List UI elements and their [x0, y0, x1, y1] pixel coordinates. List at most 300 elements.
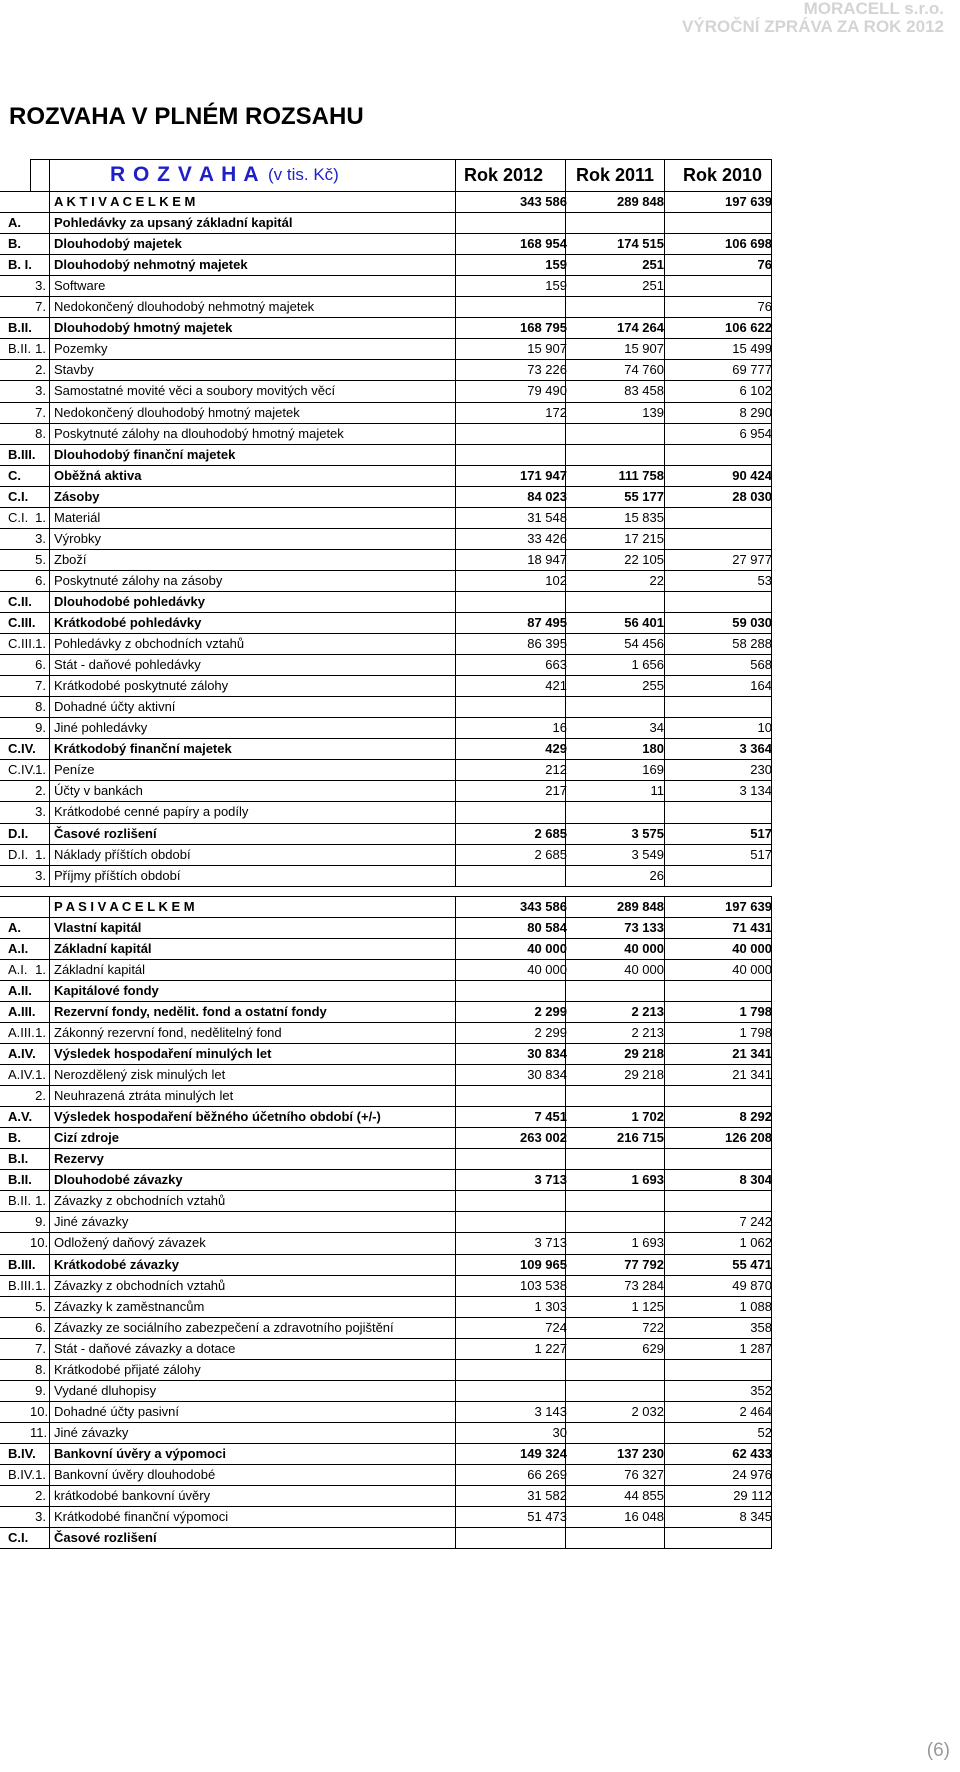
- value-2011: 137 230: [617, 1446, 664, 1461]
- row-label: Poskytnuté zálohy na zásoby: [54, 573, 223, 588]
- value-2010: 28 030: [732, 489, 772, 504]
- value-2011: 22 105: [624, 552, 664, 567]
- value-2011: 251: [642, 257, 664, 272]
- table-row: [0, 317, 771, 338]
- table-row: [0, 1169, 771, 1190]
- page-title: ROZVAHA V PLNÉM ROZSAHU: [9, 103, 364, 130]
- value-2011: 2 213: [631, 1025, 664, 1040]
- table-row: [0, 1190, 771, 1211]
- table-row: [0, 1211, 771, 1232]
- row-code: C.II.: [8, 594, 32, 609]
- value-2010: 7 242: [739, 1214, 772, 1229]
- value-2012: 30 834: [527, 1067, 567, 1082]
- value-2011: 1 125: [631, 1299, 664, 1314]
- table-row: [0, 423, 771, 444]
- row-separator: [0, 886, 772, 887]
- value-2010: 106 698: [725, 236, 772, 251]
- row-label: Nedokončený dlouhodobý hmotný majetek: [54, 405, 300, 420]
- value-2012: 30: [552, 1425, 567, 1440]
- value-2010: 1 088: [739, 1299, 772, 1314]
- row-number: 2.: [35, 362, 46, 377]
- value-2010: 49 870: [732, 1278, 772, 1293]
- year-header-2010: Rok 2010: [683, 165, 763, 185]
- row-label: Oběžná aktiva: [54, 468, 142, 483]
- value-2010: 55 471: [732, 1257, 772, 1272]
- value-2011: 289 848: [617, 194, 664, 209]
- row-label: Pohledávky za upsaný základní kapitál: [54, 215, 293, 230]
- table-row: [0, 402, 771, 423]
- table-row: [0, 233, 771, 254]
- value-2011: 174 264: [617, 320, 664, 335]
- value-2012: 168 954: [520, 236, 567, 251]
- row-label: Výrobky: [54, 531, 101, 546]
- table-row: [0, 865, 771, 886]
- value-2011: 11: [650, 783, 664, 798]
- value-2010: 8 304: [739, 1172, 772, 1187]
- row-number: 10.: [30, 1235, 49, 1250]
- row-label: Zásoby: [54, 489, 100, 504]
- value-2011: 1 656: [631, 657, 664, 672]
- value-2012: 724: [545, 1320, 567, 1335]
- row-label: Odložený daňový závazek: [54, 1235, 206, 1250]
- value-2010: 1 798: [739, 1025, 772, 1040]
- row-label: Software: [54, 278, 106, 293]
- value-2010: 6 102: [739, 383, 772, 398]
- row-label: Jiné závazky: [54, 1425, 129, 1440]
- table-row: [0, 191, 771, 212]
- row-code: C.I.: [8, 1530, 29, 1545]
- value-2012: 429: [545, 741, 567, 756]
- row-code: B.: [8, 1130, 21, 1145]
- table-row: [0, 1506, 771, 1527]
- row-label: Výsledek hospodaření běžného účetního období (+/-): [54, 1109, 381, 1124]
- row-code: D.I.: [8, 847, 29, 862]
- row-code: A.I.: [8, 962, 28, 977]
- table-row: [0, 1422, 771, 1443]
- row-label: Pohledávky z obchodních vztahů: [54, 636, 245, 651]
- table-row: [0, 549, 771, 570]
- row-label: Stavby: [54, 362, 94, 377]
- value-2011: 22: [649, 573, 664, 588]
- table-row: [0, 1380, 771, 1401]
- table-row: [0, 1064, 771, 1085]
- value-2010: 10: [757, 720, 772, 735]
- table-row: [0, 212, 771, 233]
- row-label: P A S I V A C E L K E M: [54, 899, 195, 914]
- row-label: Pozemky: [54, 341, 108, 356]
- table-row: [0, 1022, 771, 1043]
- row-label: Neuhrazená ztráta minulých let: [54, 1088, 234, 1103]
- value-2010: 69 777: [732, 362, 772, 377]
- value-2011: 289 848: [617, 899, 664, 914]
- value-2011: 180: [642, 741, 664, 756]
- row-label: Jiné závazky: [54, 1214, 129, 1229]
- table-row: [0, 780, 771, 801]
- row-number: 9.: [35, 1383, 46, 1398]
- value-2012: 212: [545, 762, 567, 777]
- table-row: [0, 591, 771, 612]
- value-2012: 18 947: [527, 552, 567, 567]
- table-row: [0, 359, 771, 380]
- row-number: 1.: [35, 847, 46, 862]
- row-label: Dlouhodobý hmotný majetek: [54, 320, 233, 335]
- table-row: [0, 759, 771, 780]
- value-2010: 197 639: [725, 194, 772, 209]
- row-number: 3.: [35, 383, 46, 398]
- row-label: A K T I V A C E L K E M: [54, 194, 196, 209]
- row-label: Výsledek hospodaření minulých let: [54, 1046, 272, 1061]
- value-2011: 3 575: [631, 826, 664, 841]
- value-2010: 568: [750, 657, 772, 672]
- value-2010: 126 208: [725, 1130, 772, 1145]
- row-label: Dohadné účty aktivní: [54, 699, 176, 714]
- row-code: C.I.: [8, 510, 29, 525]
- table-row: [0, 1106, 771, 1127]
- row-label: Dlouhodobé závazky: [54, 1172, 183, 1187]
- value-2011: 44 855: [624, 1488, 664, 1503]
- table-row: [0, 296, 771, 317]
- value-2010: 1 798: [739, 1004, 772, 1019]
- row-label: Poskytnuté zálohy na dlouhodobý hmotný majetek: [54, 426, 344, 441]
- value-2010: 29 112: [733, 1488, 772, 1503]
- table-row: [0, 275, 771, 296]
- value-2012: 168 795: [520, 320, 567, 335]
- table-row: [0, 823, 771, 844]
- value-2010: 27 977: [732, 552, 772, 567]
- value-2011: 34: [649, 720, 664, 735]
- row-code: C.: [8, 468, 21, 483]
- row-code: B.: [8, 236, 21, 251]
- row-code: A.: [8, 920, 21, 935]
- value-2011: 629: [642, 1341, 664, 1356]
- table-row: [0, 1296, 771, 1317]
- value-2011: 15 835: [624, 510, 664, 525]
- value-2012: 84 023: [527, 489, 567, 504]
- value-2010: 2 464: [739, 1404, 772, 1419]
- value-2012: 103 538: [520, 1278, 567, 1293]
- value-2011: 26: [649, 868, 664, 883]
- value-2011: 2 032: [631, 1404, 664, 1419]
- table-row: [0, 1148, 771, 1169]
- row-number: 3.: [35, 531, 46, 546]
- row-number: 7.: [35, 1341, 46, 1356]
- row-number: 2.: [35, 783, 46, 798]
- value-2010: 8 345: [739, 1509, 772, 1524]
- table-row: [0, 980, 771, 1001]
- row-code: A.V.: [8, 1109, 33, 1124]
- row-label: Krátkodobé cenné papíry a podíly: [54, 804, 249, 819]
- row-code: B.II.: [8, 1172, 32, 1187]
- value-2012: 86 395: [527, 636, 567, 651]
- row-number: 1.: [35, 1193, 46, 1208]
- value-2011: 83 458: [624, 383, 664, 398]
- row-code: C.IV.: [8, 762, 36, 777]
- row-code: B.I.: [8, 1151, 29, 1166]
- value-2011: 29 218: [624, 1046, 664, 1061]
- row-label: Nerozdělený zisk minulých let: [54, 1067, 226, 1082]
- value-2011: 29 218: [624, 1067, 664, 1082]
- row-label: Závazky z obchodních vztahů: [54, 1193, 226, 1208]
- table-row: [0, 1085, 771, 1106]
- value-2012: 33 426: [527, 531, 567, 546]
- row-label: Časové rozlišení: [54, 826, 157, 841]
- row-code: A.IV.: [8, 1067, 35, 1082]
- table-row: [0, 717, 771, 738]
- value-2010: 90 424: [732, 468, 772, 483]
- value-2010: 3 364: [739, 741, 772, 756]
- value-2011: 255: [642, 678, 664, 693]
- table-row: [0, 938, 771, 959]
- value-2012: 217: [545, 783, 567, 798]
- value-2011: 17 215: [624, 531, 664, 546]
- row-number: 1.: [35, 1278, 46, 1293]
- row-code: B.IV.: [8, 1467, 35, 1482]
- value-2011: 56 401: [624, 615, 664, 630]
- row-label: Vydané dluhopisy: [54, 1383, 157, 1398]
- table-row: [0, 738, 771, 759]
- value-2012: 1 303: [534, 1299, 567, 1314]
- value-2011: 76 327: [624, 1467, 664, 1482]
- row-label: Bankovní úvěry a výpomoci: [54, 1446, 226, 1461]
- value-2011: 16 048: [624, 1509, 664, 1524]
- row-number: 11.: [30, 1425, 48, 1440]
- value-2010: 53: [757, 573, 772, 588]
- value-2011: 1 693: [631, 1235, 664, 1250]
- row-number: 8.: [35, 426, 46, 441]
- row-label: Bankovní úvěry dlouhodobé: [54, 1467, 216, 1482]
- value-2011: 722: [642, 1320, 664, 1335]
- table-row: [0, 254, 771, 275]
- row-number: 9.: [35, 1214, 46, 1229]
- value-2012: 3 713: [534, 1235, 567, 1250]
- table-row: [0, 1275, 771, 1296]
- row-code: A.IV.: [8, 1046, 36, 1061]
- value-2010: 24 976: [732, 1467, 772, 1482]
- row-label: Jiné pohledávky: [54, 720, 148, 735]
- value-2011: 169: [642, 762, 664, 777]
- value-2012: 343 586: [520, 899, 567, 914]
- row-label: Krátkodobé přijaté zálohy: [54, 1362, 201, 1377]
- row-label: Dohadné účty pasivní: [54, 1404, 180, 1419]
- table-row: [0, 1443, 771, 1464]
- table-row: [0, 1338, 771, 1359]
- table-row: [0, 380, 771, 401]
- row-number: 3.: [35, 804, 46, 819]
- row-number: 1.: [35, 510, 46, 525]
- row-code: A.: [8, 215, 21, 230]
- table-row: [0, 1485, 771, 1506]
- value-2012: 2 299: [534, 1004, 567, 1019]
- value-2010: 76: [757, 257, 772, 272]
- value-2012: 87 495: [527, 615, 567, 630]
- row-label: Závazky z obchodních vztahů: [54, 1278, 226, 1293]
- value-2012: 3 143: [534, 1404, 567, 1419]
- row-label: Kapitálové fondy: [54, 983, 159, 998]
- value-2011: 74 760: [624, 362, 664, 377]
- value-2010: 230: [750, 762, 772, 777]
- value-2011: 55 177: [624, 489, 664, 504]
- value-2012: 15 907: [527, 341, 567, 356]
- value-2012: 7 451: [534, 1109, 567, 1124]
- row-label: Rezervní fondy, nedělit. fond a ostatní fondy: [54, 1004, 327, 1019]
- value-2010: 1 062: [739, 1235, 772, 1250]
- value-2012: 2 685: [534, 847, 567, 862]
- row-label: Zboží: [54, 552, 87, 567]
- value-2010: 8 290: [739, 405, 772, 420]
- value-2010: 40 000: [732, 941, 772, 956]
- row-label: Krátkodobé poskytnuté zálohy: [54, 678, 229, 693]
- row-number: 1.: [35, 1025, 46, 1040]
- table-row: [0, 1254, 771, 1275]
- value-2010: 59 030: [732, 615, 772, 630]
- value-2010: 517: [750, 826, 772, 841]
- table-row: [0, 696, 771, 717]
- row-label: Základní kapitál: [54, 941, 152, 956]
- value-2010: 21 341: [732, 1067, 772, 1082]
- value-2010: 40 000: [732, 962, 772, 977]
- value-2012: 159: [545, 257, 567, 272]
- row-number: 7.: [35, 299, 46, 314]
- row-label: Krátkodobé finanční výpomoci: [54, 1509, 229, 1524]
- row-number: 5.: [35, 552, 46, 567]
- row-number: 1.: [35, 962, 46, 977]
- row-label: Materiál: [54, 510, 101, 525]
- table-row: [0, 1359, 771, 1380]
- value-2012: 31 582: [527, 1488, 567, 1503]
- row-code: B.III.: [8, 1278, 35, 1293]
- value-2011: 73 133: [624, 920, 664, 935]
- row-label: Závazky k zaměstnancům: [54, 1299, 205, 1314]
- value-2010: 6 954: [739, 426, 772, 441]
- table-unit: (v tis. Kč): [268, 165, 339, 184]
- row-label: Časové rozlišení: [54, 1530, 157, 1545]
- row-number: 6.: [35, 657, 46, 672]
- row-label: Samostatné movité věci a soubory movitých věcí: [54, 383, 336, 398]
- row-label: Stát - daňové závazky a dotace: [54, 1341, 236, 1356]
- report-title: VÝROČNÍ ZPRÁVA ZA ROK 2012: [682, 17, 944, 36]
- value-2012: 159: [545, 278, 567, 293]
- row-number: 3.: [35, 868, 46, 883]
- row-code: A.III.: [8, 1004, 36, 1019]
- row-label: Cizí zdroje: [54, 1130, 120, 1145]
- page-number: (6): [926, 1740, 950, 1761]
- row-number: 1.: [35, 1467, 46, 1482]
- value-2012: 343 586: [520, 194, 567, 209]
- value-2011: 139: [642, 405, 664, 420]
- table-row: [0, 465, 771, 486]
- value-2012: 171 947: [520, 468, 567, 483]
- value-2012: 31 548: [527, 510, 567, 525]
- value-2012: 663: [545, 657, 567, 672]
- row-label: Vlastní kapitál: [54, 920, 142, 935]
- table-row: [0, 1317, 771, 1338]
- value-2010: 197 639: [725, 899, 772, 914]
- value-2010: 52: [757, 1425, 772, 1440]
- value-2011: 1 702: [631, 1109, 664, 1124]
- value-2011: 15 907: [624, 341, 664, 356]
- value-2010: 8 292: [739, 1109, 772, 1124]
- value-2012: 2 685: [534, 826, 567, 841]
- row-number: 6.: [35, 1320, 46, 1335]
- value-2012: 109 965: [520, 1257, 567, 1272]
- row-code: B.II.: [8, 1193, 32, 1208]
- row-code: A.II.: [8, 983, 32, 998]
- row-number: 8.: [35, 699, 46, 714]
- row-label: Krátkodobý finanční majetek: [54, 741, 232, 756]
- table-row: [0, 507, 771, 528]
- value-2010: 517: [750, 847, 772, 862]
- row-number: 9.: [35, 720, 46, 735]
- value-2012: 79 490: [527, 383, 567, 398]
- header-left-border: [30, 159, 31, 191]
- value-2010: 352: [750, 1383, 772, 1398]
- row-number: 10.: [30, 1404, 49, 1419]
- table-row: [0, 528, 771, 549]
- table-row: [0, 1001, 771, 1022]
- value-2011: 40 000: [624, 962, 664, 977]
- row-number: 7.: [35, 405, 46, 420]
- value-2010: 1 287: [739, 1341, 772, 1356]
- row-label: Nedokončený dlouhodobý nehmotný majetek: [54, 299, 315, 314]
- value-2012: 80 584: [527, 920, 567, 935]
- value-2010: 76: [757, 299, 772, 314]
- value-2012: 40 000: [527, 941, 567, 956]
- value-2012: 16: [552, 720, 567, 735]
- row-label: Stát - daňové pohledávky: [54, 657, 201, 672]
- value-2011: 77 792: [624, 1257, 664, 1272]
- table-row: [0, 1232, 771, 1253]
- value-2012: 1 227: [534, 1341, 567, 1356]
- row-label: Peníze: [54, 762, 95, 777]
- value-2011: 111 758: [618, 468, 664, 483]
- value-2011: 216 715: [617, 1130, 664, 1145]
- row-label: Dlouhodobý finanční majetek: [54, 447, 236, 462]
- table-row: [0, 1527, 771, 1548]
- row-code: A.III.: [8, 1025, 35, 1040]
- row-number: 1.: [35, 636, 46, 651]
- row-number: 6.: [35, 573, 46, 588]
- value-2012: 2 299: [534, 1025, 567, 1040]
- row-label: Dlouhodobý majetek: [54, 236, 182, 251]
- value-2011: 54 456: [624, 636, 664, 651]
- row-code: B.II.: [8, 320, 32, 335]
- value-2012: 149 324: [520, 1446, 567, 1461]
- table-row: [0, 444, 771, 465]
- value-2012: 40 000: [527, 962, 567, 977]
- row-code: B.III.: [8, 1257, 36, 1272]
- row-number: 1.: [35, 1067, 46, 1082]
- row-label: Účty v bankách: [54, 783, 143, 798]
- row-label: Rezervy: [54, 1151, 104, 1166]
- table-row: [0, 654, 771, 675]
- table-row: [0, 675, 771, 696]
- value-2011: 174 515: [617, 236, 664, 251]
- row-label: Krátkodobé pohledávky: [54, 615, 202, 630]
- table-row: [0, 486, 771, 507]
- row-label: Krátkodobé závazky: [54, 1257, 179, 1272]
- row-code: C.I.: [8, 489, 29, 504]
- row-code: B.II.: [8, 341, 32, 356]
- table-row: [0, 338, 771, 359]
- value-2012: 30 834: [527, 1046, 567, 1061]
- row-label: Zákonný rezervní fond, nedělitelný fond: [54, 1025, 282, 1040]
- row-number: 8.: [35, 1362, 46, 1377]
- value-2011: 3 549: [631, 847, 664, 862]
- value-2010: 358: [750, 1320, 772, 1335]
- value-2012: 263 002: [520, 1130, 567, 1145]
- table-row: [0, 1464, 771, 1485]
- value-2010: 62 433: [732, 1446, 772, 1461]
